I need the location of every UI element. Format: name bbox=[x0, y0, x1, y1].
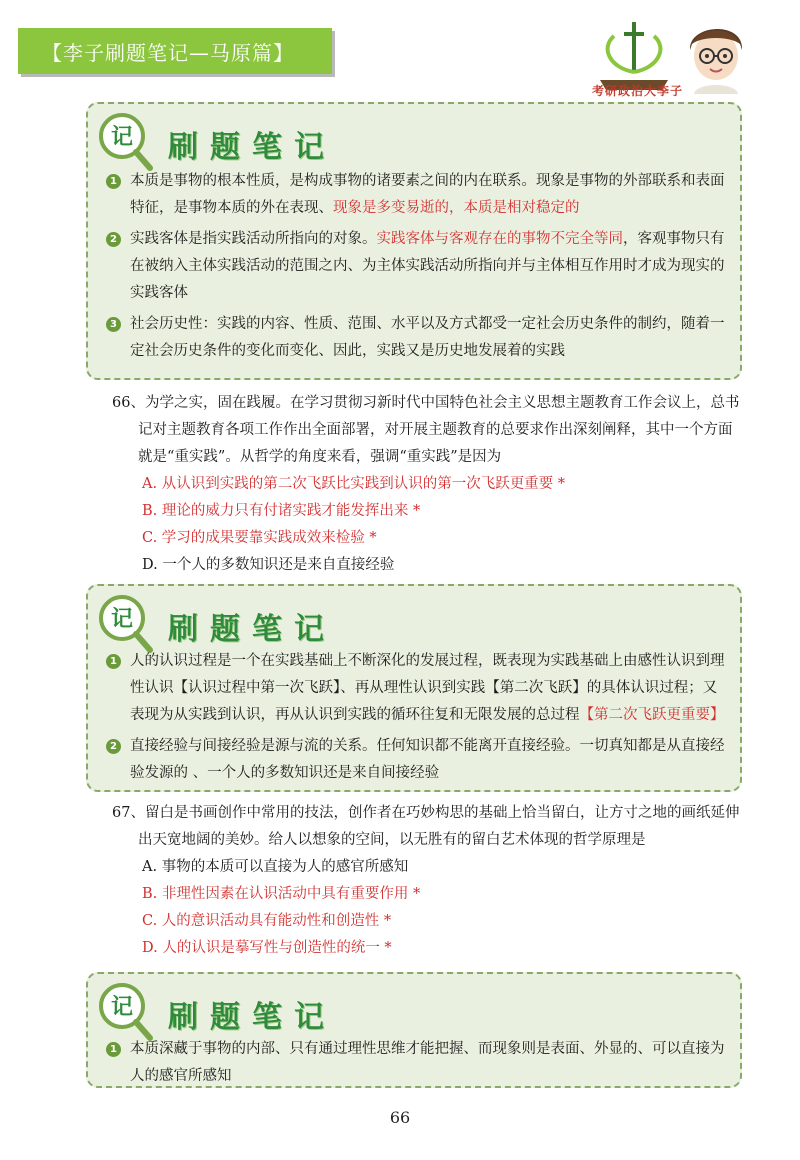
option-c: C. 学习的成果要靠实践成效来检验 * bbox=[142, 530, 377, 546]
list-item: 3 社会历史性：实践的内容、性质、范围、水平以及方式都受一定社会历史条件的制约，随着一定社会历史条件的变化而变化、因此，实践又是历史地发展着的实践 bbox=[106, 311, 728, 365]
page-number: 66 bbox=[389, 1108, 411, 1127]
banner-title: 【李子刷题笔记—马原篇】 bbox=[42, 40, 294, 65]
magnifier-icon bbox=[96, 592, 156, 656]
item-number: 2 bbox=[106, 739, 121, 754]
list-item: 1 人的认识过程是一个在实践基础上不断深化的发展过程，既表现为实践基础上由感性认识到理性认识【认识过程中第一次飞跃】、再从理性认识到实践【第二次飞跃】的具体认识过程；又表现为从实践到认识，再从认识到实践的循环往复和无限发展的总过程【第二次飞跃更重要】 bbox=[106, 648, 728, 729]
question-stem: 66、为学之实，固在践履。在学习贯彻习新时代中国特色社会主义思想主题教育工作会议上，总书记对主题教育各项工作作出全面部署，对开展主题教育的总要求作出深刻阐释，其中一个方面就是“重实践”。从哲学的角度来看，强调“重实践”是因为 bbox=[112, 395, 740, 465]
magnifier-icon bbox=[96, 110, 156, 174]
list-item: 1 本质是事物的根本性质，是构成事物的诸要素之间的内在联系。现象是事物的外部联系和表面特征，是事物本质的外在表现、现象是多变易逝的，本质是相对稳定的 bbox=[106, 168, 728, 222]
item-number: 2 bbox=[106, 232, 121, 247]
option-a: A. 事物的本质可以直接为人的感官所感知 bbox=[142, 859, 409, 875]
lens-char: 记 bbox=[110, 125, 134, 150]
lens-char: 记 bbox=[110, 607, 134, 632]
question-67 bbox=[112, 800, 744, 962]
magnifier-icon bbox=[96, 980, 156, 1044]
note-title: 刷题笔记 bbox=[168, 1000, 336, 1035]
option-c: C. 人的意识活动具有能动性和创造性 * bbox=[142, 913, 392, 929]
cartoon-avatar-icon bbox=[680, 14, 752, 94]
option-a: A. 从认识到实践的第二次飞跃比实践到认识的第一次飞跃更重要 * bbox=[142, 476, 566, 492]
note-box-3 bbox=[86, 972, 742, 1088]
item-number: 1 bbox=[106, 654, 121, 669]
note-title: 刷题笔记 bbox=[168, 612, 336, 647]
note-items bbox=[106, 1036, 728, 1094]
question-66 bbox=[112, 390, 744, 579]
note-items bbox=[106, 648, 728, 791]
list-item: 2 实践客体是指实践活动所指向的对象。实践客体与客观存在的事物不完全等同，客观事物只有在被纳入主体实践活动的范围之内、为主体实践活动所指向并与主体相互作用时才成为现实的实践客体 bbox=[106, 226, 728, 307]
item-number: 3 bbox=[106, 317, 121, 332]
item-number: 1 bbox=[106, 1042, 121, 1057]
item-number: 1 bbox=[106, 174, 121, 189]
option-d: D. 一个人的多数知识还是来自直接经验 bbox=[142, 557, 395, 573]
note-items bbox=[106, 168, 728, 369]
note-header bbox=[96, 110, 396, 176]
question-stem: 67、留白是书画创作中常用的技法，创作者在巧妙构思的基础上恰当留白，让方寸之地的画纸延伸出天宽地阔的美妙。给人以想象的空间，以无胜有的留白艺术体现的哲学原理是 bbox=[112, 805, 740, 848]
header-banner bbox=[18, 28, 332, 74]
note-box-1 bbox=[86, 102, 742, 380]
list-item: 1 本质深藏于事物的内部、只有通过理性思维才能把握、而现象则是表面、外显的、可以直接为人的感官所感知 bbox=[106, 1036, 728, 1090]
option-b: B. 理论的威力只有付诸实践才能发挥出来 * bbox=[142, 503, 421, 519]
logo-text: 考研政治大李子 bbox=[592, 84, 684, 98]
option-d: D. 人的认识是摹写性与创造性的统一 * bbox=[142, 940, 392, 956]
option-b: B. 非理性因素在认识活动中具有重要作用 * bbox=[142, 886, 421, 902]
lens-char: 记 bbox=[110, 995, 134, 1020]
list-item: 2 直接经验与间接经验是源与流的关系。任何知识都不能离开直接经验。一切真知都是从直接经验发源的 、一个人的多数知识还是来自间接经验 bbox=[106, 733, 728, 787]
note-title: 刷题笔记 bbox=[168, 130, 336, 165]
note-box-2 bbox=[86, 584, 742, 792]
